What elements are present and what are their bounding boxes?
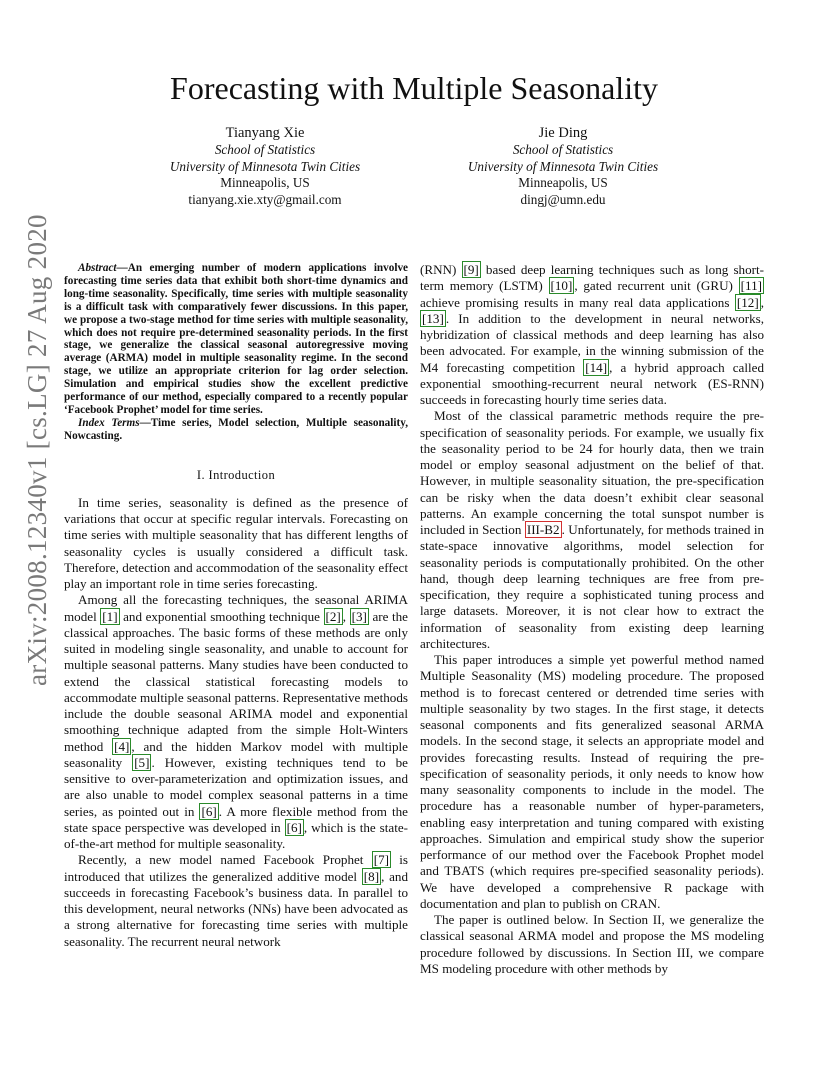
paragraph: This paper introduces a simple yet powerful method named Multiple Seasonality (MS) modeling procedure. The proposed method is to forecast centered or detrended time series with multiple seasonality by two stages. In the first stage, it detects seasonal components and fits generalized seasonal ARMA models. In the second stage, it selects an appropriate model and provides forecasting results. Instead of requiring the pre-specification of seasonality periods, it only needs to know how many seasonality components to include in the model. The procedure has a reasonable number of hyper-parameters, enabling easy interpretation and tuning compared with existing approaches. Simulation and empirical study show the superior performance of our method over the Facebook Prophet model and TBATS (which requires pre-specified seasonality periods). We have developed a comprehensive R package with documentation and plan to publish on CRAN. bbox=[420, 652, 764, 911]
citation-link[interactable]: [12] bbox=[736, 294, 759, 310]
left-column bbox=[64, 262, 408, 950]
section-heading: I. Introduction bbox=[196, 467, 276, 482]
paragraph-text: and exponential smoothing technique bbox=[119, 608, 324, 624]
author-name: Jie Ding bbox=[538, 125, 588, 141]
abstract bbox=[64, 262, 408, 417]
paragraph-text: , bbox=[760, 294, 764, 310]
paragraph-text: , a hybrid approach called exponential smoothing-recurrent neural network (ES-RNN) succeeds in forecasting hourly time series data. bbox=[420, 359, 764, 407]
paragraph-text: . Unfortunately, for methods trained in state-space innovative algorithms, model selection for seasonality periods is computationally prohibited. On the other hand, though deep learning techniques are free from pre-specification, they require a sophisticated tuning process and large datasets. Moreover, it is not clear how to extract the information of seasonality from existing deep learning architectures. bbox=[420, 522, 765, 651]
abstract-label: Abstract bbox=[78, 262, 117, 274]
index-terms bbox=[64, 417, 408, 443]
author-university: University of Minnesota Twin Cities bbox=[467, 158, 659, 174]
section-link[interactable]: III-B2 bbox=[526, 522, 560, 537]
paragraph-text: is introduced that utilizes the generalized additive model bbox=[64, 852, 408, 884]
citation-link[interactable]: [6] bbox=[201, 803, 217, 819]
paper-title: Forecasting with Multiple Seasonality bbox=[170, 70, 658, 106]
paragraph-text: . A more flexible method from the state space perspective was developed in bbox=[64, 803, 408, 835]
paragraph bbox=[420, 408, 764, 652]
paragraph-text: (RNN) bbox=[420, 262, 462, 277]
paragraph-text: Most of the classical parametric methods require the pre-specification of seasonality periods. For example, we usually fix the seasonality period to be 24 for hourly data, then we train model or employ seasonal adjustment on the belief of that. However, in multiple seasonality situation, the pre-specification can be risky when the data doesn’t exhibit clear seasonal patterns. An example concerning the total sunspot number is included in Section bbox=[420, 408, 764, 537]
author-email[interactable]: dingj@umn.edu bbox=[520, 192, 606, 208]
citation-link[interactable]: [4] bbox=[114, 738, 130, 754]
paragraph-text: , which is the state-of-the-art method for multiple seasonality. bbox=[64, 819, 409, 852]
index-terms-text: —Time series, Model selection, Multiple seasonality, Nowcasting. bbox=[64, 416, 408, 442]
paragraph-text: , bbox=[342, 608, 350, 624]
citation-link[interactable]: [7] bbox=[373, 852, 389, 868]
paragraph-text: based deep learning techniques such as long short-term memory (LSTM) bbox=[420, 262, 764, 294]
paragraph-text: , and succeeds in forecasting Facebook’s business data. In parallel to this development, neural networks (NNs) have been advocated as a strong alternative for forecasting time series with multiple seasonality. The recurrent neural network bbox=[64, 868, 408, 949]
citation-link[interactable]: [1] bbox=[102, 608, 118, 624]
paragraph-text: are the classical approaches. The basic forms of these methods are only suited in modeling single seasonality, and unable to account for multiple seasonal patterns. Many studies have been conducted to extend the classical statistical forecasting models to accommodate multiple seasonal patterns. Representative methods include the double seasonal ARIMA model and exponential smoothing technique adapted from the simple Holt-Winters method bbox=[64, 608, 408, 754]
abstract-text: —An emerging number of modern applications involve forecasting time series data that exhibit both short-time dynamics and long-time seasonality. Specifically, time series with multiple seasonality is a difficult task with comparatively fewer discussions. In this paper, we propose a two-stage method for time series with multiple seasonality, which does not require pre-determined seasonality periods. In the first stage, we generalize the classical seasonal autoregressive moving average (ARMA) model in multiple seasonality regime. In the second stage, we utilize an appropriate criterion for lag order selection. Simulation and empirical studies show the excellent predictive performance of our method, especially compared to a recently popular ‘Facebook Prophet’ model for time series. bbox=[64, 262, 408, 416]
author-location: Minneapolis, US bbox=[220, 175, 310, 191]
paragraph-text: Recently, a new model named Facebook Prophet bbox=[78, 852, 372, 868]
author-university: University of Minnesota Twin Cities bbox=[169, 158, 361, 174]
author-name: Tianyang Xie bbox=[225, 125, 305, 141]
citation-link[interactable]: [3] bbox=[351, 608, 367, 624]
citation-link[interactable]: [13] bbox=[422, 310, 444, 326]
author-email[interactable]: tianyang.xie.xty@gmail.com bbox=[188, 192, 342, 208]
author-block-1 bbox=[115, 124, 415, 209]
paragraph-text: , gated recurrent unit (GRU) bbox=[574, 278, 739, 294]
citation-link[interactable]: [11] bbox=[740, 278, 762, 294]
index-terms-label: Index Terms bbox=[78, 416, 140, 429]
author-school: School of Statistics bbox=[214, 142, 316, 157]
citation-link[interactable]: [14] bbox=[585, 359, 608, 375]
paragraph-text: . However, existing techniques tend to be sensitive to over-parameterization and optimization issues, and are also unable to model complex seasonal patterns in a time series, as pointed out in bbox=[64, 754, 408, 819]
citation-link[interactable]: [8] bbox=[363, 868, 380, 884]
arxiv-identifier-stamp[interactable]: arXiv:2008.12340v1 [cs.LG] 27 Aug 2020 bbox=[22, 214, 52, 686]
paragraph-text: , and the hidden Markov model with multiple seasonality bbox=[64, 738, 408, 770]
citation-link[interactable]: [5] bbox=[134, 754, 150, 770]
author-block-2 bbox=[413, 124, 713, 209]
citation-link[interactable]: [6] bbox=[286, 819, 302, 835]
citation-link[interactable]: [2] bbox=[325, 608, 341, 624]
paragraph-text: . In addition to the development in neural networks, hybridization of classical methods and deep learning has also been advocated. For example, in the winning submission of the M4 forecasting competition bbox=[420, 310, 764, 375]
paragraph bbox=[64, 852, 408, 950]
author-school: School of Statistics bbox=[512, 142, 614, 157]
citation-link[interactable]: [10] bbox=[550, 278, 573, 294]
citation-link[interactable]: [9] bbox=[463, 262, 479, 277]
paragraph: The paper is outlined below. In Section II, we generalize the classical seasonal ARMA model and propose the MS modeling procedure followed by discussions. In Section III, we compare MS modeling procedure with other methods by bbox=[420, 912, 764, 976]
paragraph-text: achieve promising results in many real data applications bbox=[420, 294, 735, 310]
right-column bbox=[420, 262, 764, 977]
paragraph bbox=[64, 592, 408, 852]
paragraph bbox=[420, 262, 764, 408]
author-location: Minneapolis, US bbox=[518, 175, 608, 191]
paragraph-text: Among all the forecasting techniques, the seasonal ARIMA model bbox=[64, 592, 408, 624]
paragraph: In time series, seasonality is defined as the presence of variations that occur at specific regular intervals. Forecasting on time series with multiple seasonality that has different lengths of seasonality cycles is usually considered a difficult task. Therefore, detection and accommodation of the seasonality effect play an important role in time series forecasting. bbox=[64, 494, 408, 592]
